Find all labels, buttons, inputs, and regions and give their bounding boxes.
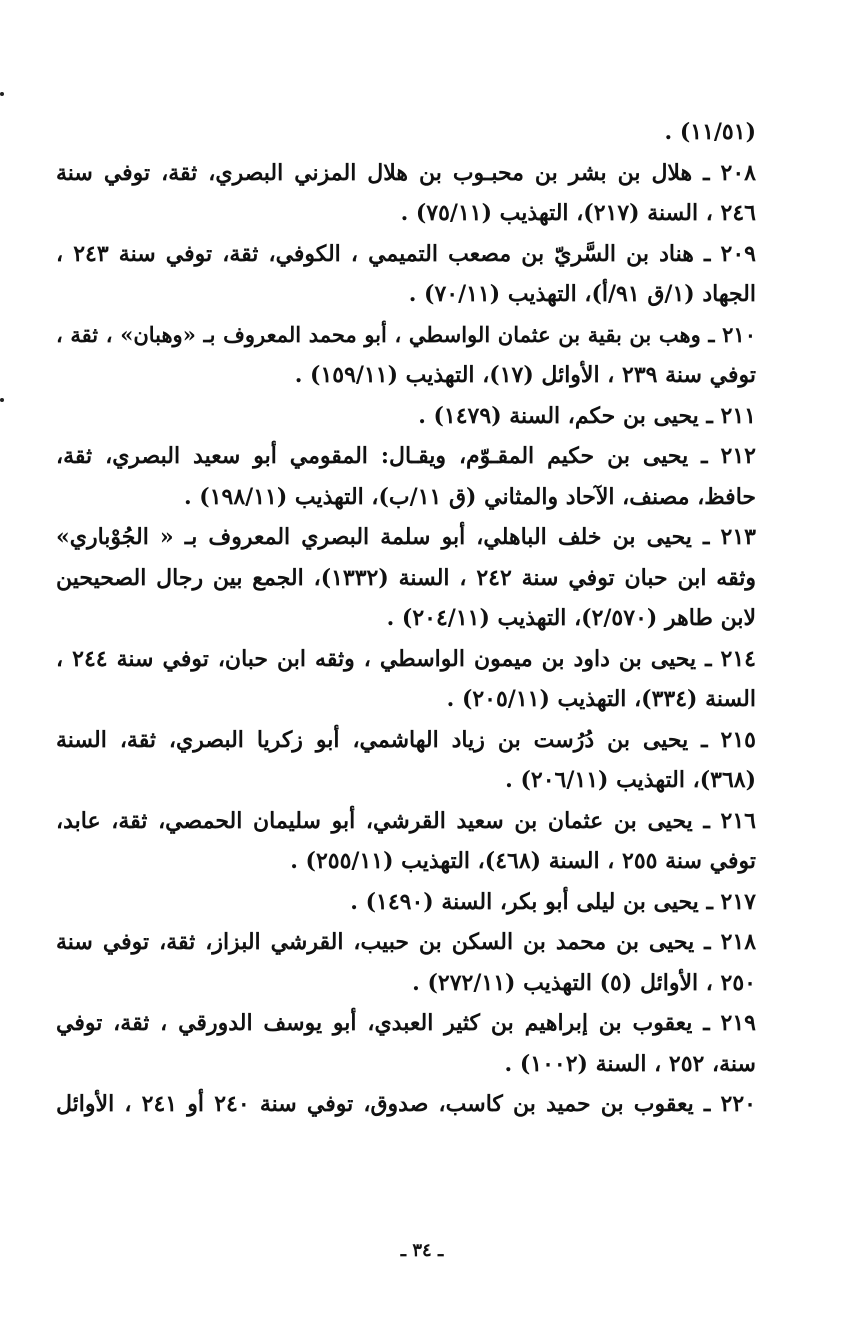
text-line: (١١/٥١) . [664, 119, 756, 145]
margin-mark [0, 92, 4, 96]
text-line: ٢١٠ ـ وهب بن بقية بن عثمان الواسطي ، أبو محمد المعروف بـ «وهبان» ، ثقة ، [56, 321, 756, 347]
text-line: ٢١٤ ـ يحيى بن داود بن ميمون الواسطي ، وثقه ابن حبان، توفي سنة ٢٤٤ ، [56, 645, 756, 672]
text-line: وثقه ابن حبان توفي سنة ٢٤٢ ، السنة (١٣٣٢)، الجمع بين رجال الصحيحين [56, 564, 756, 591]
text-line: ٢١٨ ـ يحيى بن محمد بن السكن بن حبيب، القرشي البزاز، ثقة، توفي سنة [56, 929, 757, 955]
page-number: ـ ٣٤ ـ [400, 1240, 444, 1261]
text-line: ٢١٥ ـ يحيى بن دُرُست بن زياد الهاشمي، أبو زكريا البصري، ثقة، السنة [56, 726, 756, 753]
body-text [56, 112, 756, 1125]
text-line: (٣٦٨)، التهذيب (٢٠٦/١١) . [505, 767, 756, 793]
text-line: ٢٠٨ ـ هلال بن بشر بن محبـوب بن هلال المزني البصري، ثقة، توفي سنة [56, 159, 756, 186]
text-line: سنة، ٢٥٢ ، السنة (١٠٠٢) . [504, 1050, 756, 1077]
text-line: ٢٠٩ ـ هناد بن السَّريّ بن مصعب التميمي ، الكوفي، ثقة، توفي سنة ٢٤٣ ، [56, 240, 756, 267]
text-line: السنة (٣٣٤)، التهذيب (٢٠٥/١١) . [446, 686, 756, 712]
text-line: توفي سنة ٢٥٥ ، السنة (٤٦٨)، التهذيب (٢٥٥/١١) . [290, 848, 756, 874]
margin-mark [0, 398, 4, 402]
text-line: ٢١٩ ـ يعقوب بن إبراهيم بن كثير العبدي، أبو يوسف الدورقي ، ثقة، توفي [56, 1010, 756, 1036]
text-line: ٢١٦ ـ يحيى بن عثمان بن سعيد القرشي، أبو سليمان الحمصي، ثقة، عابد، [56, 807, 756, 834]
text-line: حافظ، مصنف، الآحاد والمثاني (ق ١١/ب)، التهذيب (١٩٨/١١) . [183, 483, 756, 510]
text-line: ٢١٧ ـ يحيى بن ليلى أبو بكر، السنة (١٤٩٠) . [350, 888, 756, 915]
text-line: ٢٤٦ ، السنة (٢١٧)، التهذيب (٧٥/١١) . [400, 200, 756, 226]
text-line: ٢٢٠ ـ يعقوب بن حميد بن كاسب، صدوق، توفي سنة ٢٤٠ أو ٢٤١ ، الأوائل [56, 1091, 756, 1117]
text-line: ٢١٢ ـ يحيى بن حكيم المقـوّم، ويقـال: المقومي أبو سعيد البصري، ثقة، [56, 443, 756, 469]
text-line: توفي سنة ٢٣٩ ، الأوائل (١٧)، التهذيب (١٥٩/١١) . [294, 362, 756, 388]
text-line: لابن طاهر (٢/٥٧٠)، التهذيب (٢٠٤/١١) . [386, 605, 756, 631]
text-line: ٢١٣ ـ يحيى بن خلف الباهلي، أبو سلمة البصري المعروف بـ « الجُوْباري» [56, 524, 756, 550]
text-line: ٢٥٠ ، الأوائل (٥) التهذيب (٢٧٢/١١) . [412, 969, 756, 996]
text-line: الجهاد (١/ق ٩١/أ)، التهذيب (٧٠/١١) . [408, 281, 756, 307]
text-line: ٢١١ ـ يحيى بن حكم، السنة (١٤٧٩) . [418, 402, 756, 429]
